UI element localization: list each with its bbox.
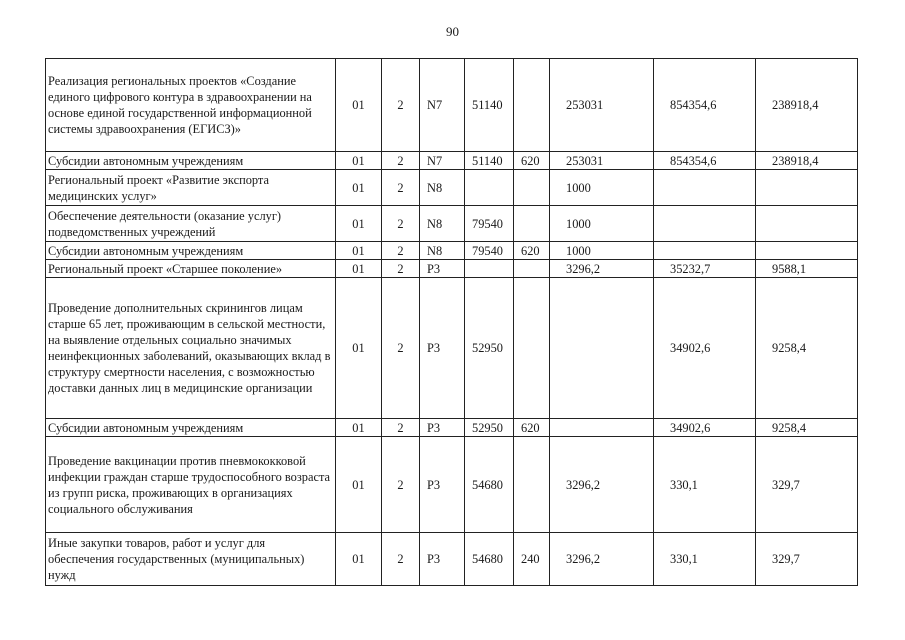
amount-1-cell: 1000 (550, 206, 654, 242)
section-code-cell: 01 (336, 533, 382, 586)
row-name-cell: Региональный проект «Старшее поколение» (46, 260, 336, 278)
section-code-cell: 01 (336, 206, 382, 242)
expense-type-cell (514, 260, 550, 278)
expense-type-cell (514, 437, 550, 533)
amount-3-cell: 329,7 (756, 437, 858, 533)
program-code-cell: 2 (382, 533, 420, 586)
amount-3-cell: 238918,4 (756, 59, 858, 152)
project-code-cell: N8 (420, 242, 465, 260)
amount-3-cell (756, 242, 858, 260)
row-name-cell: Субсидии автономным учреждениям (46, 152, 336, 170)
project-code-cell: P3 (420, 260, 465, 278)
program-code-cell: 2 (382, 152, 420, 170)
amount-2-cell: 330,1 (654, 437, 756, 533)
project-code-cell: N7 (420, 152, 465, 170)
direction-code-cell: 54680 (465, 533, 514, 586)
project-code-cell: N8 (420, 206, 465, 242)
direction-code-cell: 52950 (465, 278, 514, 419)
program-code-cell: 2 (382, 437, 420, 533)
amount-3-cell: 9258,4 (756, 278, 858, 419)
table-row (46, 419, 858, 437)
amount-1-cell: 1000 (550, 242, 654, 260)
table-row (46, 533, 858, 586)
expense-type-cell: 620 (514, 152, 550, 170)
section-code-cell: 01 (336, 59, 382, 152)
program-code-cell: 2 (382, 206, 420, 242)
amount-3-cell: 238918,4 (756, 152, 858, 170)
section-code-cell: 01 (336, 242, 382, 260)
amount-3-cell: 9258,4 (756, 419, 858, 437)
direction-code-cell: 54680 (465, 437, 514, 533)
amount-2-cell: 34902,6 (654, 278, 756, 419)
amount-3-cell (756, 206, 858, 242)
direction-code-cell (465, 260, 514, 278)
expense-type-cell (514, 59, 550, 152)
table-row (46, 152, 858, 170)
expense-type-cell: 240 (514, 533, 550, 586)
expense-type-cell (514, 170, 550, 206)
section-code-cell: 01 (336, 419, 382, 437)
row-name-cell: Региональный проект «Развитие экспорта медицинских услуг» (46, 170, 336, 206)
table-row (46, 206, 858, 242)
project-code-cell: N7 (420, 59, 465, 152)
direction-code-cell: 51140 (465, 152, 514, 170)
program-code-cell: 2 (382, 59, 420, 152)
amount-2-cell: 34902,6 (654, 419, 756, 437)
direction-code-cell: 51140 (465, 59, 514, 152)
amount-1-cell (550, 278, 654, 419)
section-code-cell: 01 (336, 260, 382, 278)
section-code-cell: 01 (336, 437, 382, 533)
table-row (46, 278, 858, 419)
program-code-cell: 2 (382, 278, 420, 419)
amount-3-cell (756, 170, 858, 206)
budget-table (45, 58, 858, 586)
page-number: 90 (446, 24, 459, 39)
amount-1-cell: 3296,2 (550, 437, 654, 533)
amount-1-cell: 1000 (550, 170, 654, 206)
table-row (46, 242, 858, 260)
table-row (46, 170, 858, 206)
expense-type-cell (514, 278, 550, 419)
amount-2-cell: 35232,7 (654, 260, 756, 278)
amount-1-cell: 253031 (550, 59, 654, 152)
amount-2-cell (654, 242, 756, 260)
program-code-cell: 2 (382, 260, 420, 278)
amount-3-cell: 9588,1 (756, 260, 858, 278)
amount-2-cell: 330,1 (654, 533, 756, 586)
amount-1-cell: 253031 (550, 152, 654, 170)
expense-type-cell: 620 (514, 242, 550, 260)
project-code-cell: P3 (420, 533, 465, 586)
expense-type-cell: 620 (514, 419, 550, 437)
section-code-cell: 01 (336, 278, 382, 419)
row-name-cell: Проведение вакцинации против пневмококковой инфекции граждан старше трудоспособного возраста из групп риска, проживающих в организациях социального обслуживания (46, 437, 336, 533)
expense-type-cell (514, 206, 550, 242)
row-name-cell: Обеспечение деятельности (оказание услуг) подведомственных учреждений (46, 206, 336, 242)
program-code-cell: 2 (382, 242, 420, 260)
amount-2-cell (654, 206, 756, 242)
amount-3-cell: 329,7 (756, 533, 858, 586)
row-name-cell: Иные закупки товаров, работ и услуг для обеспечения государственных (муниципальных) нужд (46, 533, 336, 586)
section-code-cell: 01 (336, 152, 382, 170)
direction-code-cell: 79540 (465, 242, 514, 260)
program-code-cell: 2 (382, 419, 420, 437)
row-name-cell: Субсидии автономным учреждениям (46, 419, 336, 437)
row-name-cell: Субсидии автономным учреждениям (46, 242, 336, 260)
project-code-cell: P3 (420, 437, 465, 533)
table-body (46, 59, 858, 586)
direction-code-cell: 52950 (465, 419, 514, 437)
direction-code-cell: 79540 (465, 206, 514, 242)
amount-1-cell (550, 419, 654, 437)
amount-2-cell: 854354,6 (654, 59, 756, 152)
project-code-cell: P3 (420, 278, 465, 419)
project-code-cell: N8 (420, 170, 465, 206)
row-name-cell: Проведение дополнительных скринингов лицам старше 65 лет, проживающим в сельской местности, на выявление отдельных социально значимых неинфекционных заболеваний, оказывающих вклад в структуру смертности населения, с возможностью доставки данных лиц в медицинские организации (46, 278, 336, 419)
table-row (46, 260, 858, 278)
project-code-cell: P3 (420, 419, 465, 437)
amount-1-cell: 3296,2 (550, 260, 654, 278)
amount-2-cell (654, 170, 756, 206)
program-code-cell: 2 (382, 170, 420, 206)
row-name-cell: Реализация региональных проектов «Создание единого цифрового контура в здравоохранении на основе единой государственной информационной системы здравоохранения (ЕГИСЗ)» (46, 59, 336, 152)
direction-code-cell (465, 170, 514, 206)
amount-1-cell: 3296,2 (550, 533, 654, 586)
section-code-cell: 01 (336, 170, 382, 206)
table-row (46, 59, 858, 152)
table-row (46, 437, 858, 533)
amount-2-cell: 854354,6 (654, 152, 756, 170)
